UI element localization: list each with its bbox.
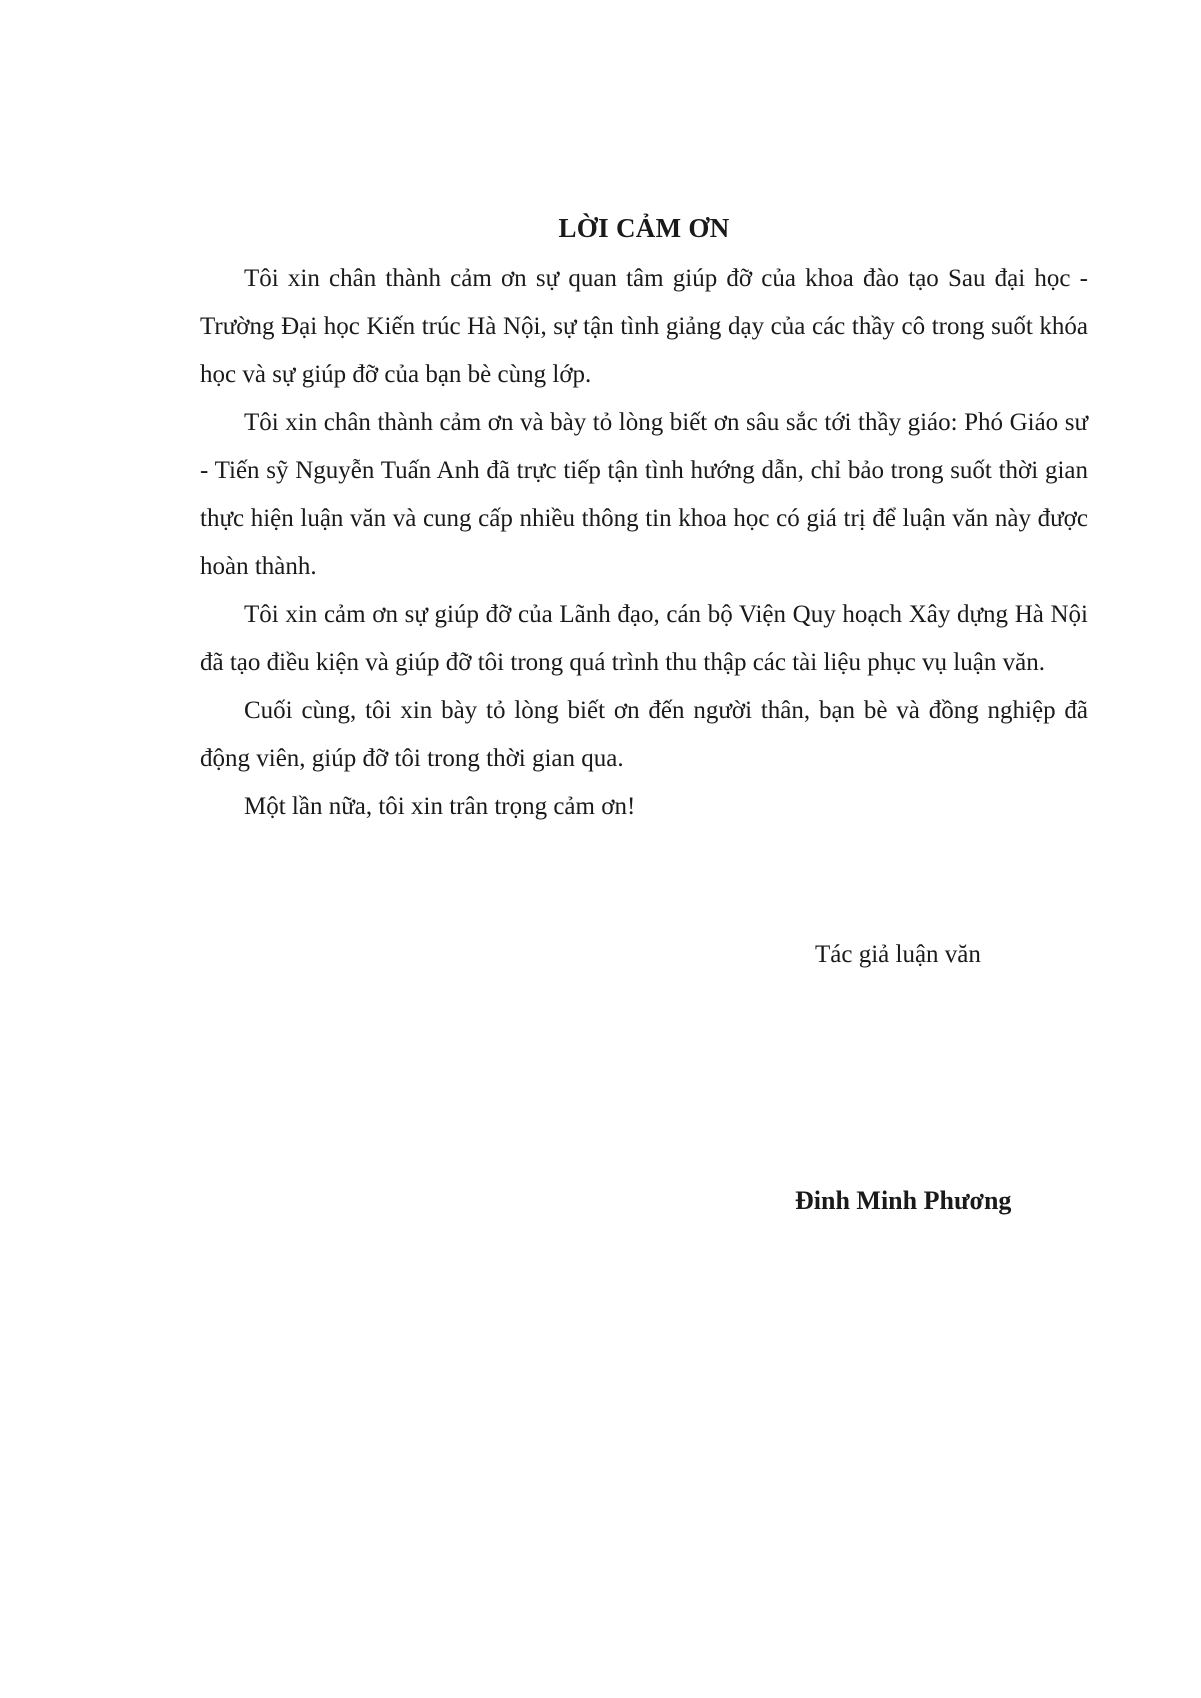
acknowledgement-body <box>200 255 1088 831</box>
signature-name: Đinh Minh Phương <box>795 1186 1012 1215</box>
paragraph: Tôi xin chân thành cảm ơn sự quan tâm giúp đỡ của khoa đào tạo Sau đại học - Trường Đại học Kiến trúc Hà Nội, sự tận tình giảng dạy của các thầy cô trong suốt khóa học và sự giúp đỡ của bạn bè cùng lớp. <box>200 265 1088 388</box>
paragraph: Một lần nữa, tôi xin trân trọng cảm ơn! <box>244 793 636 820</box>
paragraph: Cuối cùng, tôi xin bày tỏ lòng biết ơn đến người thân, bạn bè và đồng nghiệp đã động viên, giúp đỡ tôi trong thời gian qua. <box>200 697 1088 772</box>
paragraph: Tôi xin cảm ơn sự giúp đỡ của Lãnh đạo, cán bộ Viện Quy hoạch Xây dựng Hà Nội đã tạo điều kiện và giúp đỡ tôi trong quá trình thu thập các tài liệu phục vụ luận văn. <box>200 601 1088 676</box>
signature-role: Tác giả luận văn <box>815 941 981 968</box>
page-title: LỜI CẢM ƠN <box>558 213 730 243</box>
paragraph: Tôi xin chân thành cảm ơn và bày tỏ lòng biết ơn sâu sắc tới thầy giáo: Phó Giáo sư - Tiến sỹ Nguyễn Tuấn Anh đã trực tiếp tận tình hướng dẫn, chỉ bảo trong suốt thời gian thực hiện luận văn và cung cấp nhiều thông tin khoa học có giá trị để luận văn này được hoàn thành. <box>200 409 1088 580</box>
